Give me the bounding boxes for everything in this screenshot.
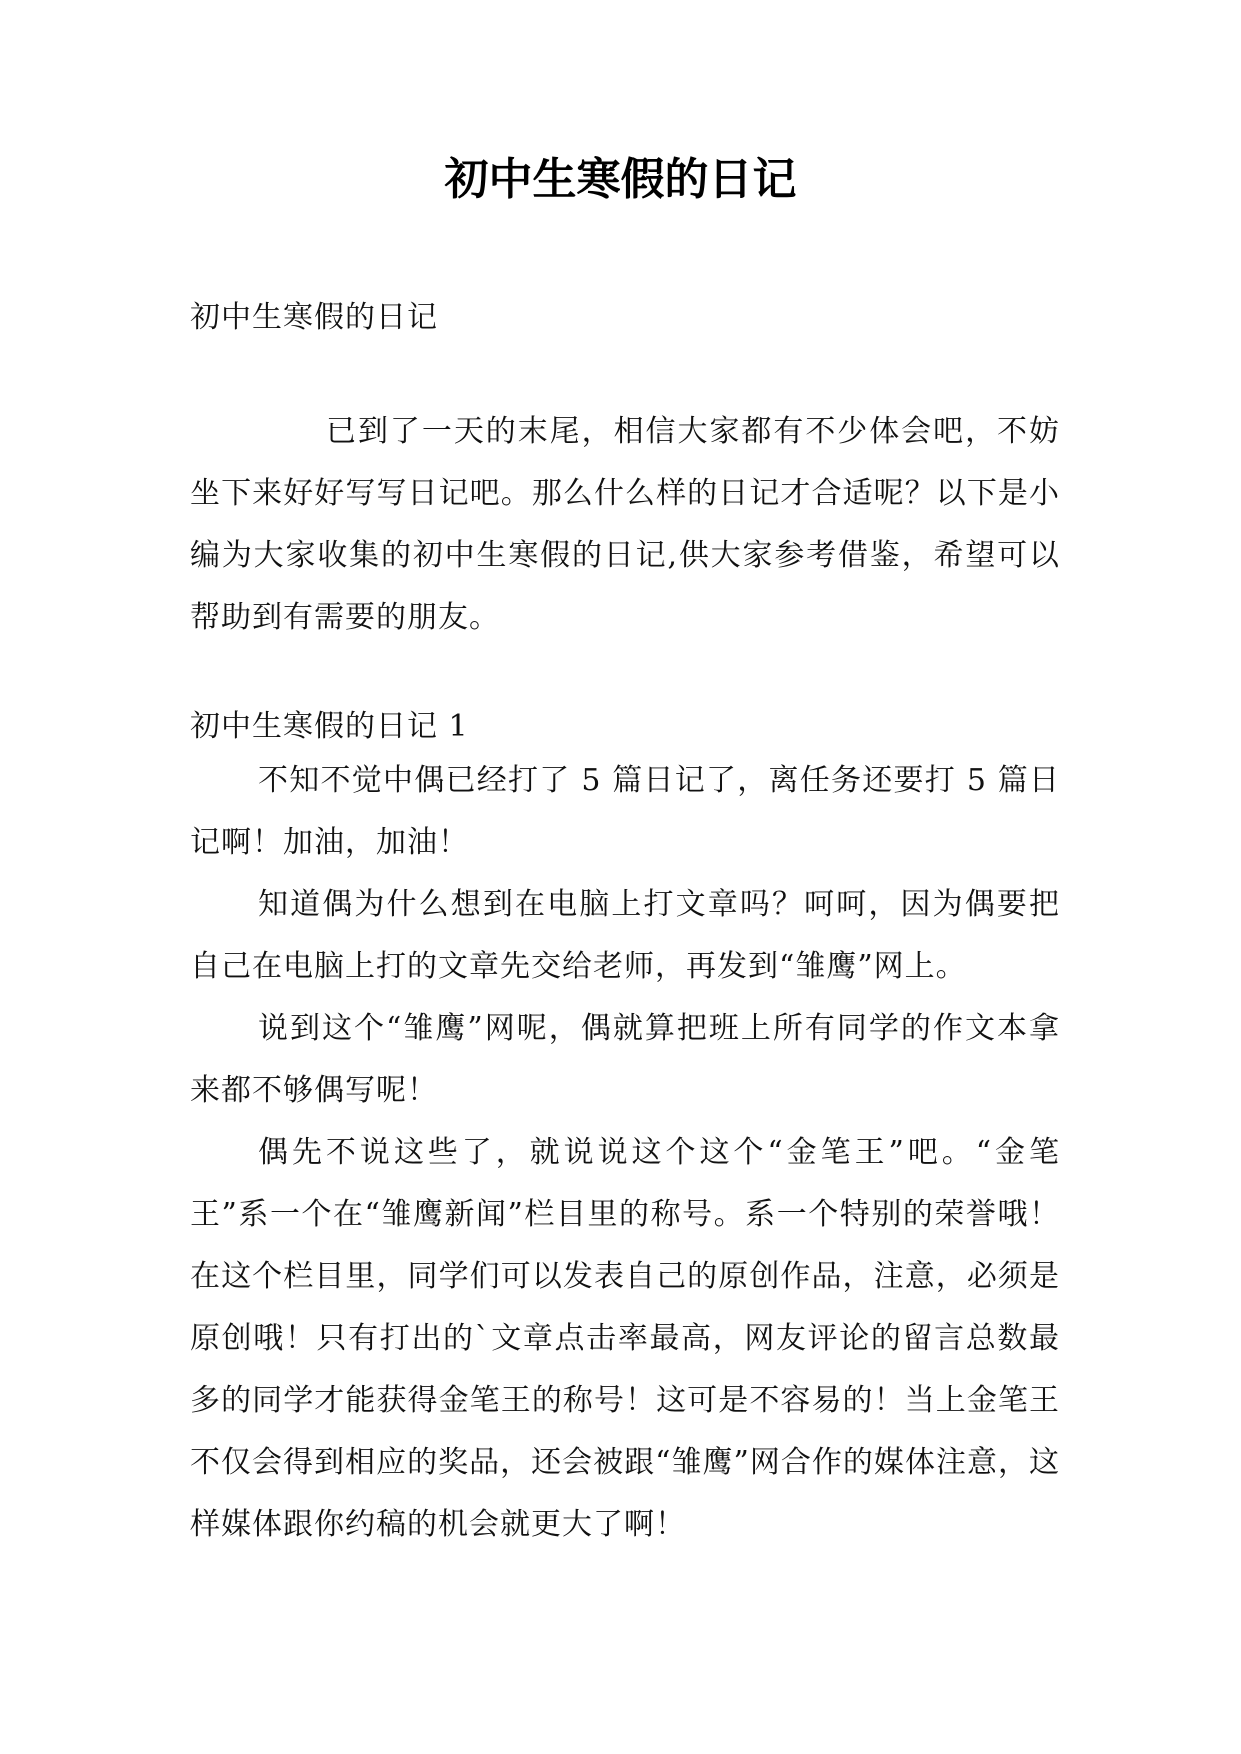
intro-paragraph: 已到了一天的末尾，相信大家都有不少体会吧，不妨坐下来好好写写日记吧。那么什么样的日记才合适呢？以下是小编为大家收集的初中生寒假的日记,供大家参考借鉴，希望可以帮助到有需要的朋友。 [190, 414, 1060, 635]
entry-paragraph: 说到这个“雏鹰”网呢，偶就算把班上所有同学的作文本拿来都不够偶写呢！ [190, 1011, 1060, 1108]
entry-paragraph: 知道偶为什么想到在电脑上打文章吗？呵呵，因为偶要把自己在电脑上打的文章先交给老师，再发到“雏鹰”网上。 [190, 887, 1060, 984]
entry-body [190, 750, 1060, 1556]
entry-heading: 初中生寒假的日记 1 [190, 709, 469, 744]
entry-paragraph: 不知不觉中偶已经打了 5 篇日记了，离任务还要打 5 篇日记啊！加油，加油！ [190, 763, 1060, 860]
entry-paragraph: 偶先不说这些了，就说说这个这个“金笔王”吧。“金笔王”系一个在“雏鹰新闻”栏目里的称号。系一个特别的荣誉哦！在这个栏目里，同学们可以发表自己的原创作品，注意，必须是原创哦！只有打出的`文章点击率最高，网友评论的留言总数最多的同学才能获得金笔王的称号！这可是不容易的！当上金笔王不仅会得到相应的奖品，还会被跟“雏鹰”网合作的媒体注意，这样媒体跟你约稿的机会就更大了啊！ [190, 1135, 1060, 1542]
document-subtitle: 初中生寒假的日记 [190, 300, 438, 335]
document-title: 初中生寒假的日记 [444, 154, 797, 205]
